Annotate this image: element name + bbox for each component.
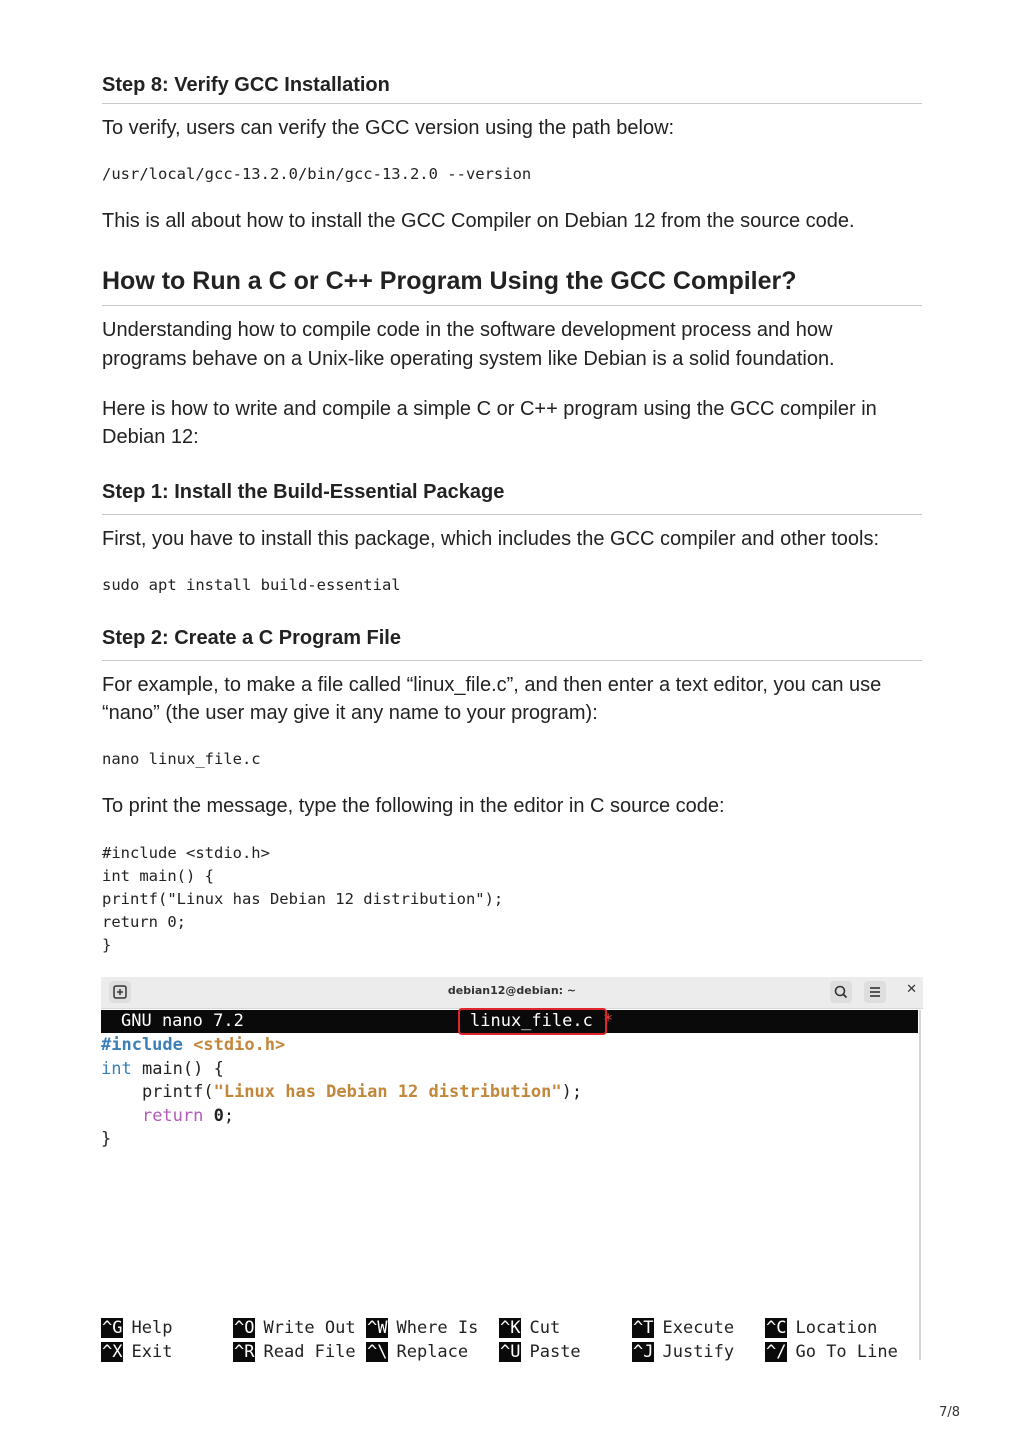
shortcut-key: ^C [766,1318,787,1338]
shortcut-key: ^T [633,1318,654,1338]
shortcut-label: Write Out [263,1318,356,1338]
terminal-screenshot [101,977,923,1365]
code-line [101,1106,234,1126]
shortcut-location[interactable] [765,1317,877,1341]
shortcut-exit[interactable] [101,1341,172,1365]
shortcut-paste[interactable] [499,1341,581,1365]
code-line [101,1035,285,1055]
run-how-line1: Here is how to write and compile a simple C or C++ program using the GCC compiler in [102,398,877,420]
step8-code: /usr/local/gcc-13.2.0/bin/gcc-13.2.0 --version [102,165,532,183]
code-text: printf( [101,1082,214,1103]
return-keyword: return [141,1105,204,1126]
shortcut-write-out[interactable] [233,1317,356,1341]
shortcut-label: Cut [529,1318,561,1338]
step2-text-line1: For example, to make a file called “linux_file.c”, and then enter a text editor, you can use [102,674,882,696]
menu-button[interactable] [864,981,886,1003]
preprocessor-directive: #include [101,1035,183,1055]
shortcut-label: Help [131,1318,173,1338]
print-text: To print the message, type the following in the editor in C source code: [102,795,725,817]
nano-code-area[interactable] [101,1034,582,1152]
code-line: } [101,1129,112,1150]
divider [102,514,922,515]
shortcut-execute[interactable] [632,1317,734,1341]
return-value: 0 [203,1105,224,1126]
shortcut-key: ^O [234,1318,255,1338]
source-code-block: #include <stdio.h> int main() { printf("Linux has Debian 12 distribution"); return 0; } [102,844,504,954]
close-icon: ✕ [906,982,917,997]
shortcut-label: Exit [131,1341,173,1362]
shortcut-label: Execute [662,1318,735,1338]
page-number: 7/8 [939,1405,960,1420]
shortcut-label: Justify [662,1341,735,1362]
shortcut-replace[interactable] [366,1341,468,1365]
include-header: <stdio.h> [193,1035,286,1055]
shortcut-label: Where Is [396,1318,479,1338]
shortcut-help[interactable] [101,1317,172,1341]
run-heading: How to Run a C or C++ Program Using the GCC Compiler? [102,267,797,295]
code-line [101,1082,582,1102]
shortcut-row-1 [101,1317,918,1341]
terminal-titlebar [101,977,923,1009]
shortcut-key: ^R [234,1341,255,1362]
shortcut-key: ^\ [367,1341,388,1362]
nano-filename: linux_file.c [470,1011,593,1031]
shortcut-go-to-line[interactable] [765,1341,898,1365]
shortcut-label: Paste [529,1341,581,1362]
step2-heading: Step 2: Create a C Program File [102,627,401,649]
divider [102,305,922,306]
shortcut-read-file[interactable] [233,1341,356,1365]
run-how-line2: Debian 12: [102,426,199,448]
run-intro-line2: programs behave on a Unix-like operating system like Debian is a solid foundation. [102,348,835,370]
shortcut-cut[interactable] [499,1317,560,1341]
step2-code: nano linux_file.c [102,750,261,768]
step8-heading: Step 8: Verify GCC Installation [102,74,390,96]
menu-icon [864,981,886,1003]
shortcut-justify[interactable] [632,1341,734,1365]
shortcut-label: Location [795,1318,878,1338]
type-keyword: int [101,1058,132,1079]
close-button[interactable] [906,982,917,997]
shortcut-key: ^U [500,1341,521,1362]
shortcut-key: ^W [367,1318,388,1338]
nano-shortcut-bar [101,1317,918,1364]
step1-heading: Step 1: Install the Build-Essential Package [102,481,505,503]
shortcut-label: Go To Line [795,1341,898,1362]
shortcut-label: Replace [396,1341,469,1362]
terminal-title: debian12@debian: ~ [447,984,577,997]
terminal-scrollbar[interactable] [919,1010,921,1360]
shortcut-key: ^J [633,1341,654,1362]
shortcut-key: ^X [102,1341,123,1362]
shortcut-where-is[interactable] [366,1317,478,1341]
run-intro-line1: Understanding how to compile code in the software development process and how [102,319,833,341]
modified-indicator: * [603,1011,614,1031]
shortcut-label: Read File [263,1341,356,1362]
search-button[interactable] [830,981,852,1003]
step1-code: sudo apt install build-essential [102,576,401,594]
shortcut-row-2 [101,1341,918,1365]
step8-text: To verify, users can verify the GCC version using the path below: [102,117,675,139]
shortcut-key: ^G [102,1318,123,1338]
string-literal: "Linux has Debian 12 distribution" [213,1082,562,1103]
divider [102,103,922,104]
step2-text-line2: “nano” (the user may give it any name to your program): [102,702,598,724]
code-text: main() { [131,1058,224,1079]
summary-text: This is all about how to install the GCC Compiler on Debian 12 from the source code. [102,210,855,232]
divider [102,660,922,661]
code-indent [101,1106,142,1126]
shortcut-key: ^K [500,1318,521,1338]
search-icon [830,981,852,1003]
step1-text: First, you have to install this package, which includes the GCC compiler and other tools: [102,528,880,550]
filename-highlight-box [458,1008,607,1035]
nano-version: GNU nano 7.2 [121,1011,244,1031]
shortcut-key: ^/ [766,1341,787,1362]
code-text: ; [223,1105,235,1126]
code-text: ); [561,1082,583,1103]
code-line [101,1059,224,1079]
